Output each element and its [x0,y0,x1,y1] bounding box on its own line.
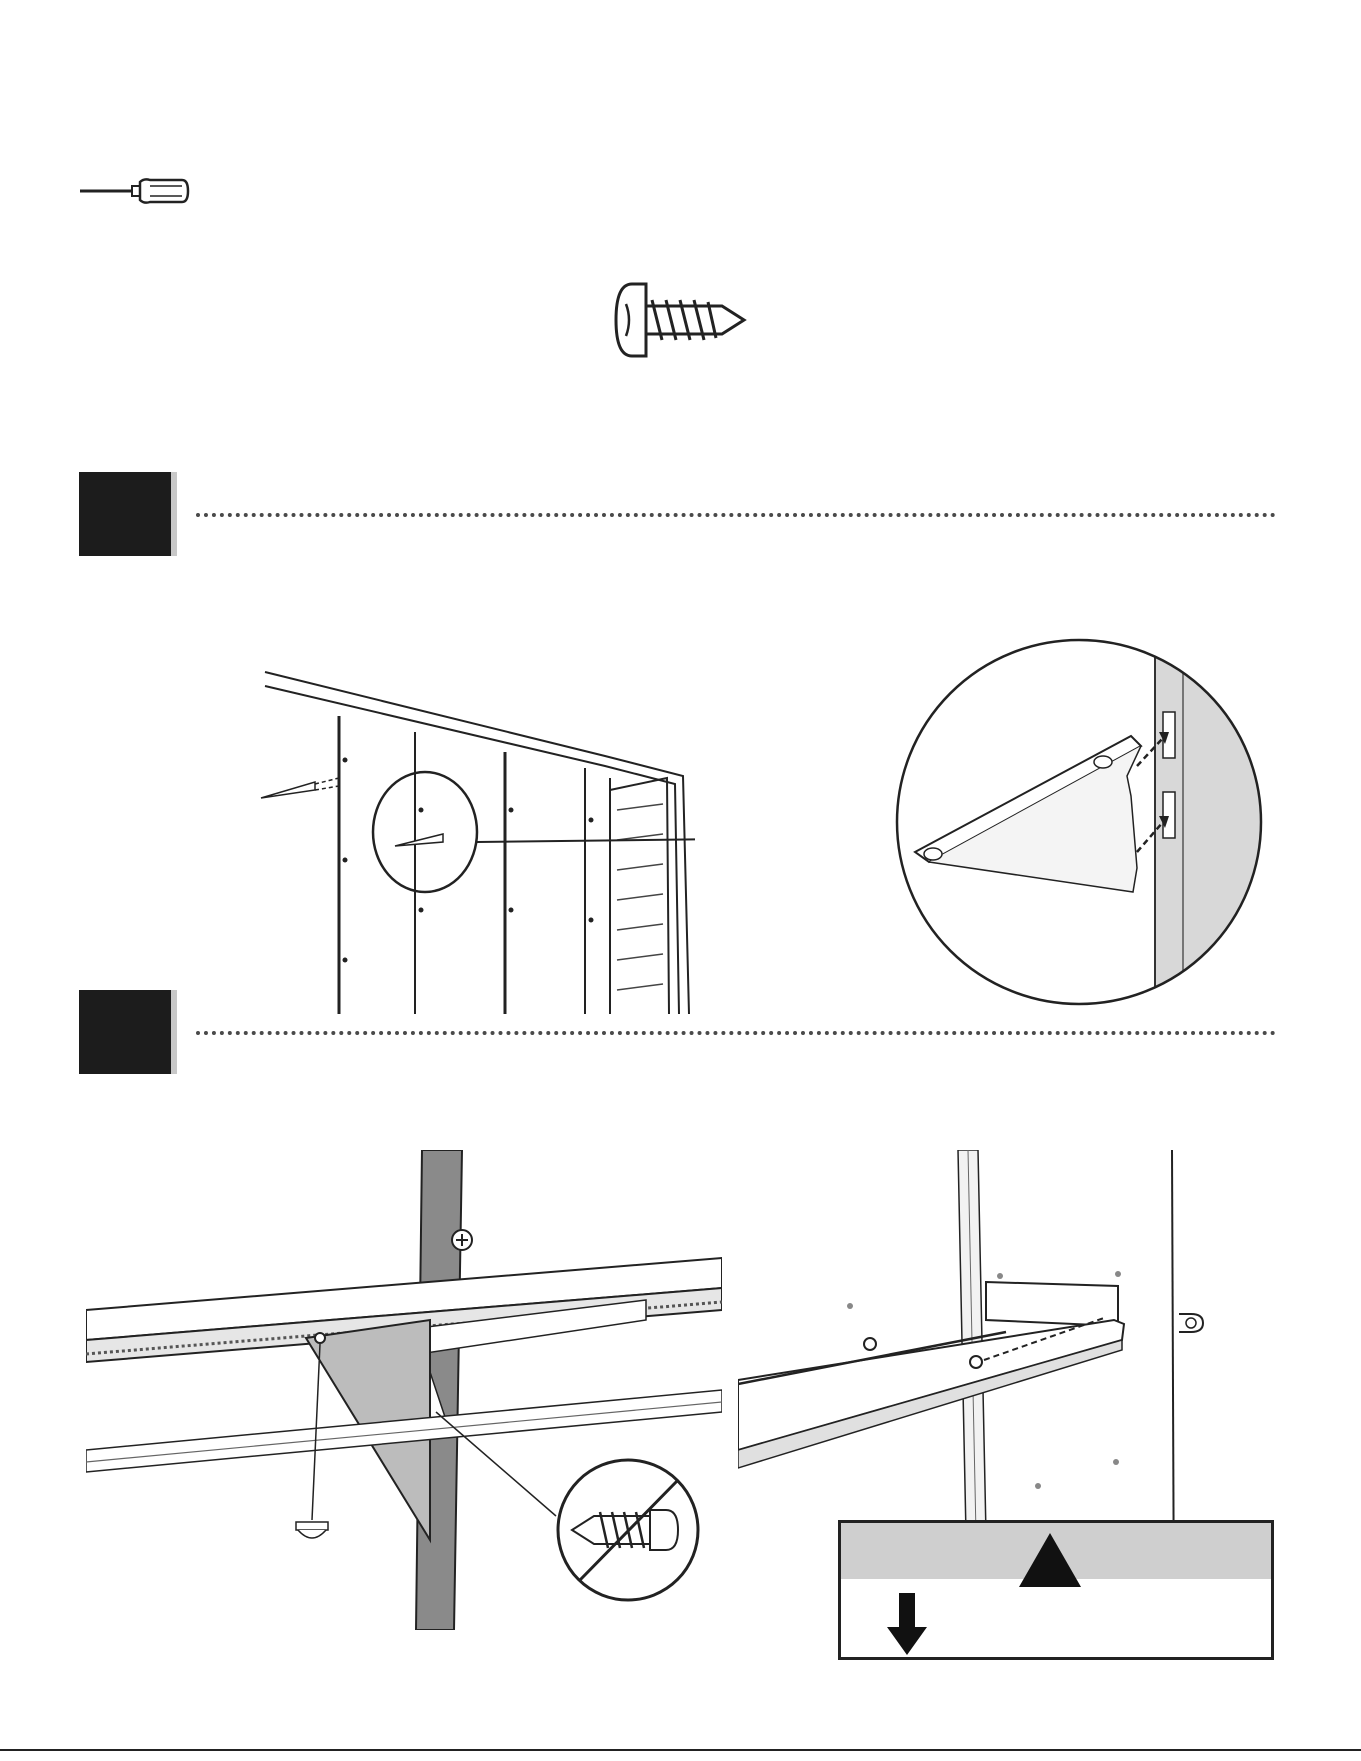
warning-box [838,1520,1274,1660]
prohibited-screw-callout [554,1456,702,1604]
step-2-marker [79,990,171,1074]
bracket-detail-callout [893,636,1265,1008]
screwdriver-icon [78,176,190,206]
step-1-marker [79,472,171,556]
warning-triangle-icon [1017,1531,1083,1589]
wall-hook-icon [1177,1310,1207,1336]
pan-head-screw-icon [612,278,748,362]
down-arrow-icon [887,1593,927,1655]
footer-rule [0,1749,1361,1751]
step-1-divider [196,513,1276,517]
wall-panels-illustration [255,660,695,1014]
step-2-divider [196,1031,1276,1035]
